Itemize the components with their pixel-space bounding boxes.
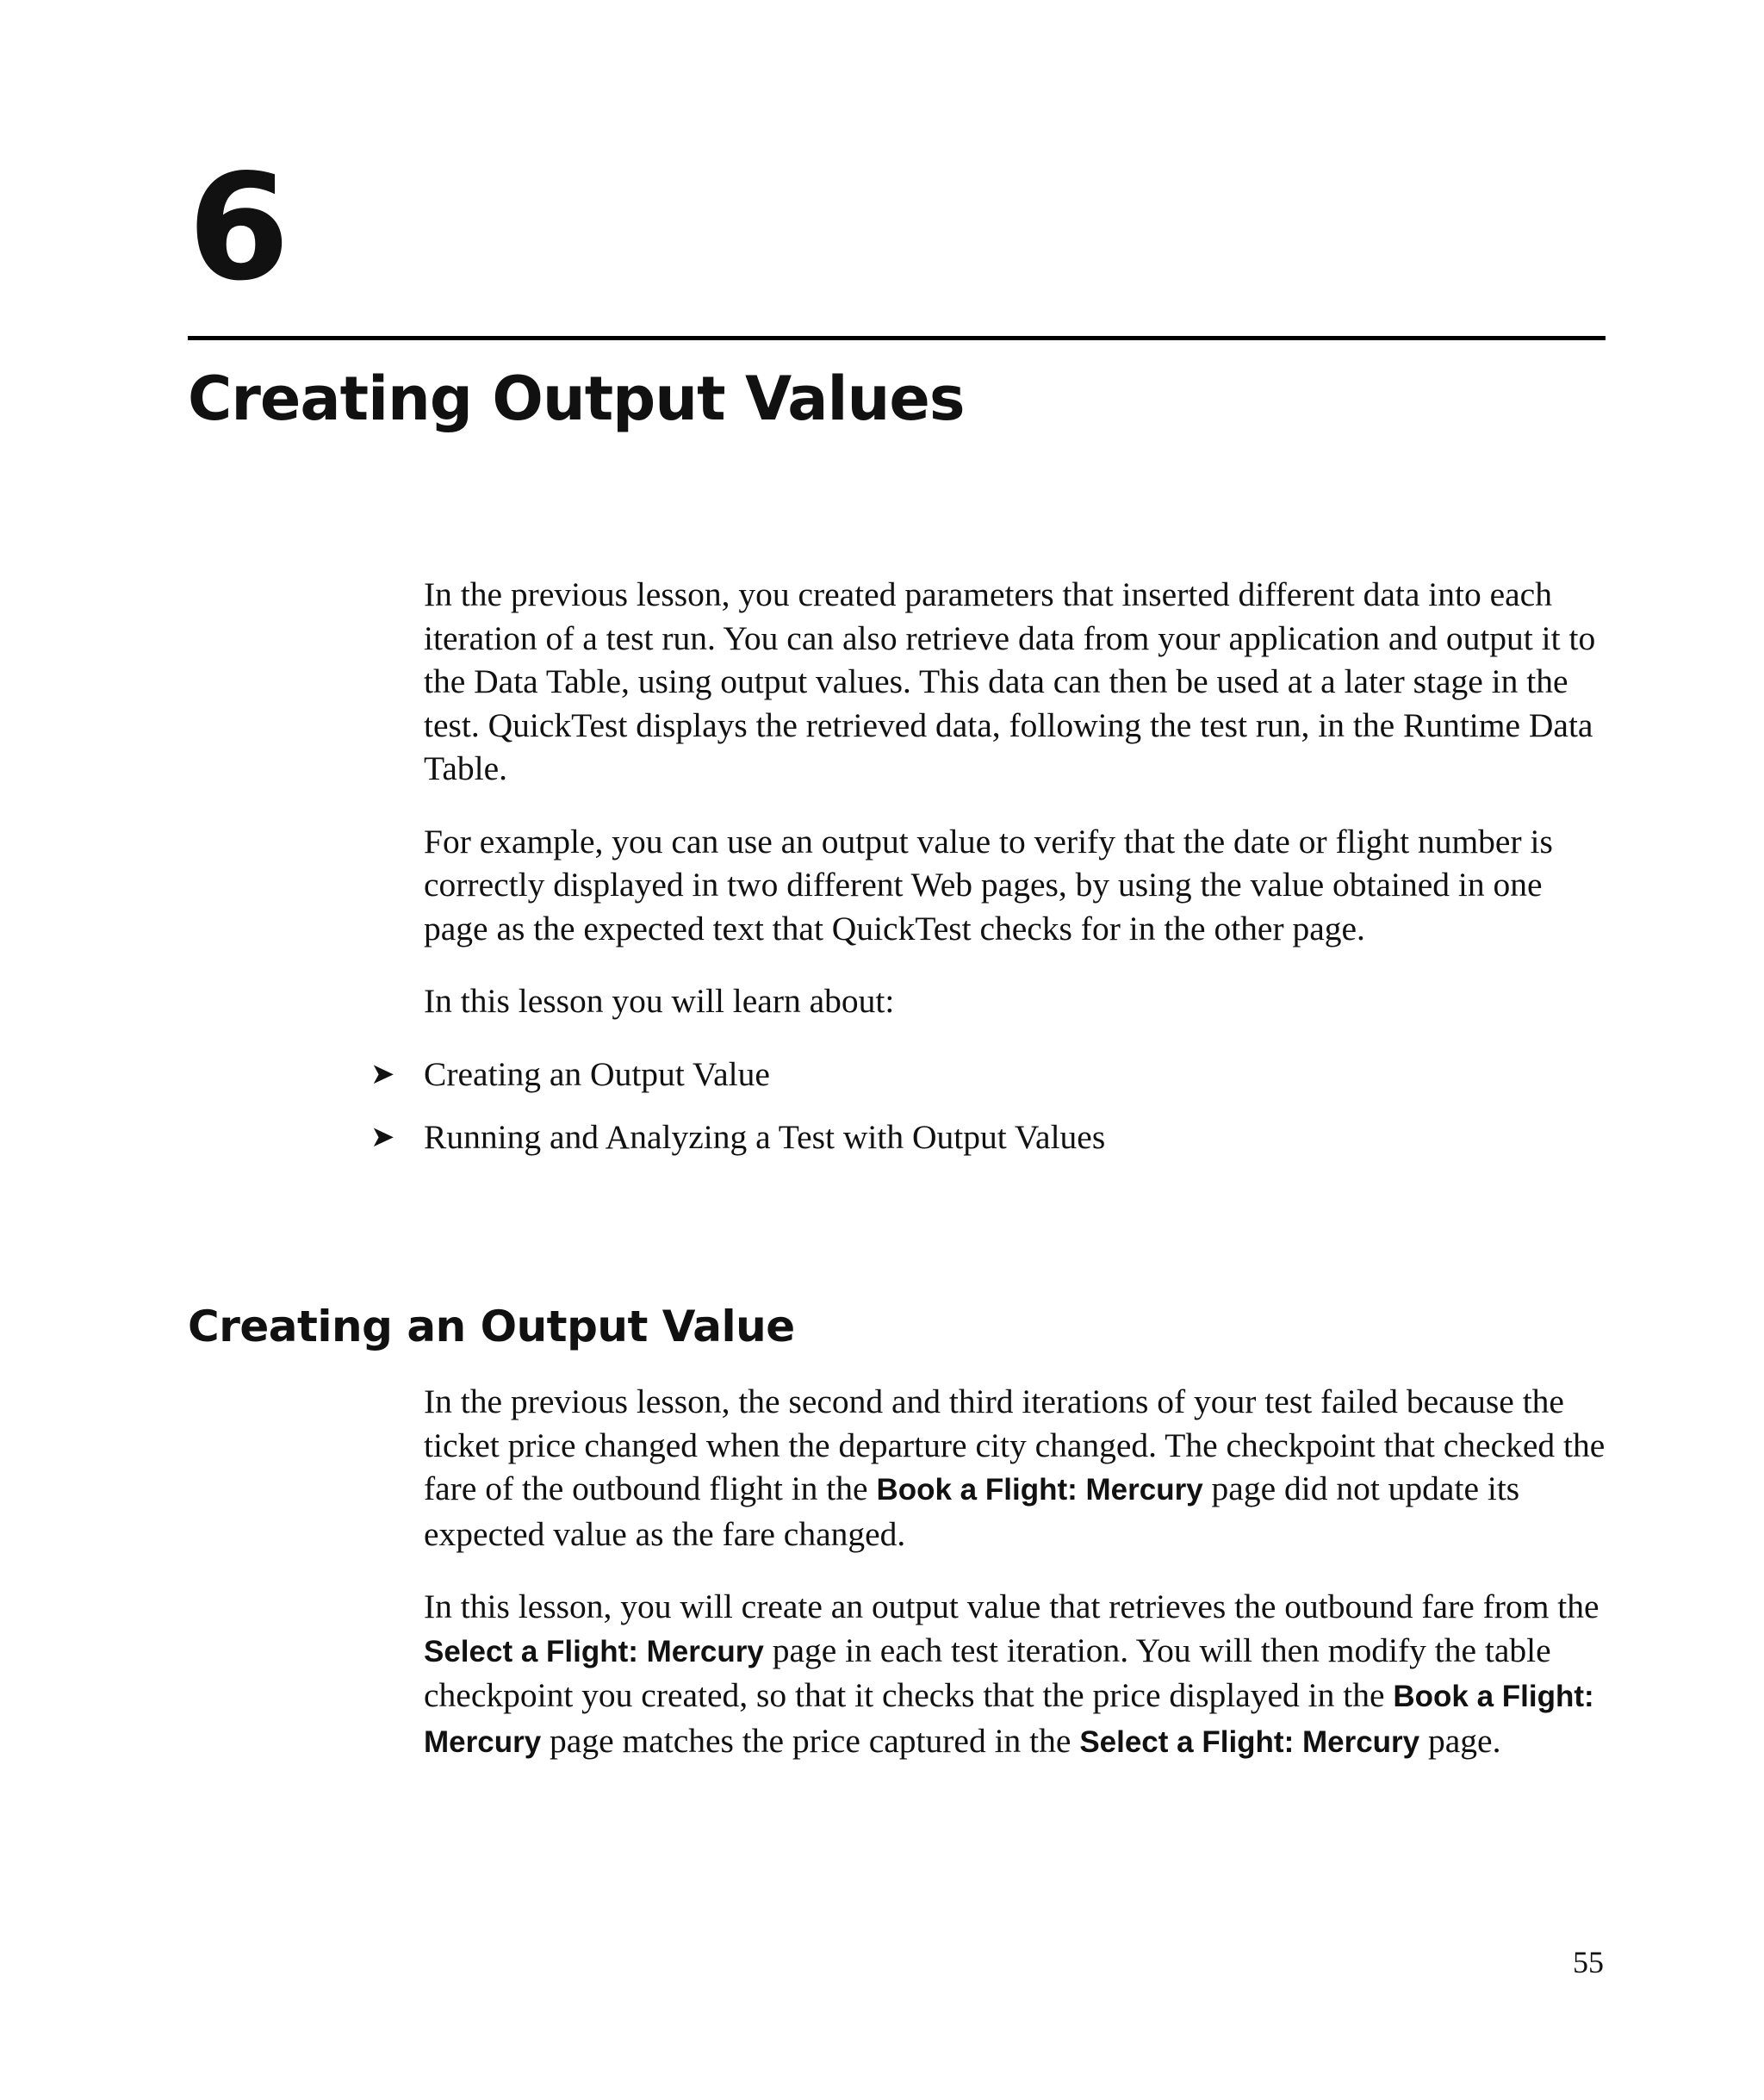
- chapter-number: 6: [188, 143, 287, 314]
- page-name-bold: Book a Flight: Mercury: [424, 1680, 1594, 1759]
- section-block: [424, 1380, 1612, 1764]
- text-run: In the previous lesson, the second and third iterations of your test failed because the ticket price changed when the departure city changed. The checkpoint that checked the fare of the outbound flight in the: [424, 1382, 1606, 1507]
- section-heading: Creating an Output Value: [188, 1302, 795, 1351]
- section-paragraph-1: [424, 1380, 1612, 1556]
- section-paragraph-2: [424, 1585, 1612, 1764]
- lesson-topics-list: [370, 1053, 1612, 1159]
- list-item-label: Running and Analyzing a Test with Output Values: [424, 1118, 1106, 1156]
- intro-paragraph-2: For example, you can use an output value to verify that the date or flight number is correctly displayed in two different Web pages, by using the value obtained in one page as the expected text that QuickTest checks for in the other page.: [424, 822, 1553, 947]
- intro-block: [370, 573, 1612, 1179]
- chapter-title: Creating Output Values: [188, 363, 965, 434]
- intro-paragraph-1: In the previous lesson, you created parameters that inserted different data into each iteration of a test run. You can also retrieve data from your application and output it to the Data Table, using output values. This data can then be used at a later stage in the test. QuickTest displays the retrieved data, following the test run, in the Runtime Data Table.: [424, 575, 1596, 787]
- text-run: page.: [1419, 1721, 1501, 1760]
- list-item: [370, 1053, 1612, 1097]
- text-run: page matches the price captured in the: [541, 1721, 1080, 1760]
- text-run: page in each test iteration. You will then modify the table checkpoint you created, so that it checks that the price displayed in the: [424, 1631, 1551, 1714]
- arrow-bullet-icon: ➤: [370, 1056, 395, 1091]
- intro-paragraph-3: In this lesson you will learn about:: [424, 982, 895, 1020]
- page-number: 55: [1573, 1945, 1604, 1979]
- page-name-bold: Select a Flight: Mercury: [424, 1634, 764, 1668]
- list-item-label: Creating an Output Value: [424, 1054, 770, 1093]
- chapter-divider: [188, 336, 1606, 340]
- page-name-bold: Book a Flight: Mercury: [876, 1473, 1203, 1507]
- arrow-bullet-icon: ➤: [370, 1120, 395, 1154]
- list-item: [370, 1115, 1612, 1159]
- text-run: In this lesson, you will create an output value that retrieves the outbound fare from the: [424, 1587, 1599, 1625]
- page-name-bold: Select a Flight: Mercury: [1079, 1724, 1420, 1759]
- text-run: page did not update its expected value as the fare changed.: [424, 1469, 1520, 1553]
